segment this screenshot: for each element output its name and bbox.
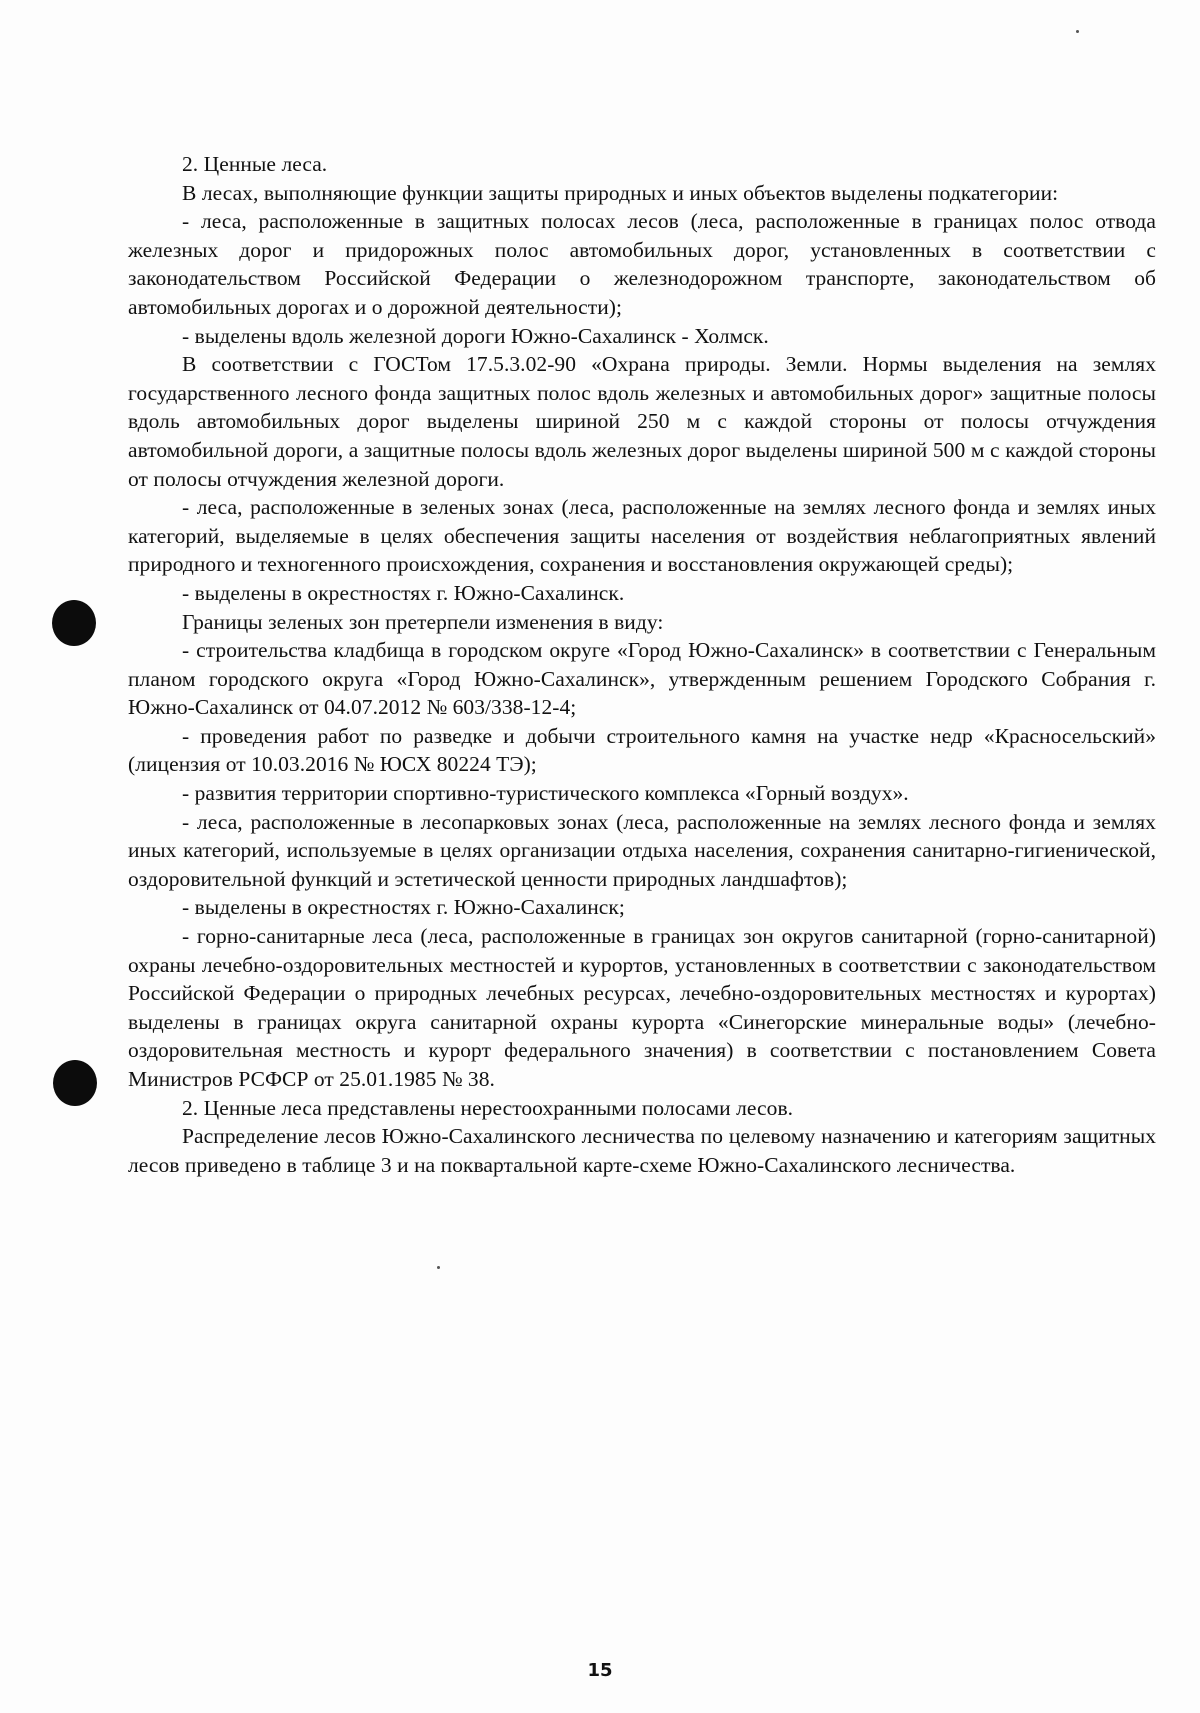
paragraph: В лесах, выполняющие функции защиты природных и иных объектов выделены подкатегории:	[182, 180, 1059, 205]
paragraph: - леса, расположенные в зеленых зонах (леса, расположенные на землях лесного фонда и землях иных категорий, выделяемые в целях обеспечения защиты населения от воздействия неблагоприятных явлений природного и техногенного происхождения, сохранения и восстановления окружающей среды);	[128, 495, 1156, 577]
paragraph: - леса, расположенные в защитных полосах лесов (леса, расположенные в границах полос отвода железных дорог и придорожных полос автомобильных дорог, установленных в соответствии с законодательством Российской Федерации о железнодорожном транспорте, законодательством об автомобильных дорогах и о дорожной деятельности);	[128, 209, 1156, 319]
paragraph: - проведения работ по разведке и добычи строительного камня на участке недр «Красносельский» (лицензия от 10.03.2016 № ЮСХ 80224 ТЭ);	[128, 723, 1156, 777]
punch-hole-mark	[53, 1060, 97, 1106]
punch-hole-mark	[52, 600, 96, 646]
paragraph: 2. Ценные леса представлены нерестоохранными полосами лесов.	[182, 1095, 794, 1120]
scan-speck	[1076, 30, 1079, 33]
paragraph: - леса, расположенные в лесопарковых зонах (леса, расположенные на землях лесного фонда и землях иных категорий, используемые в целях организации отдыха населения, сохранения санитарно-гигиенической, оздоровительной функций и эстетической ценности природных ландшафтов);	[128, 809, 1156, 891]
paragraph: - выделены в окрестностях г. Южно-Сахалинск.	[182, 580, 625, 605]
paragraph: - развития территории спортивно-туристического комплекса «Горный воздух».	[182, 781, 909, 806]
paragraph: - горно-санитарные леса (леса, расположенные в границах зон округов санитарной (горно-санитарной) охраны лечебно-оздоровительных местностей и курортов, установленных в соответствии с законодательством Российской Федерации о природных лечебных ресурсах, лечебно-оздоровительных местностях и курортах) выделены в границах округа санитарной охраны курорта «Синегорские минеральные воды» (лечебно-оздоровительная местность и курорт федерального значения) в соответствии с постановлением Совета Министров РСФСР от 25.01.1985 № 38.	[128, 924, 1156, 1091]
paragraph: - строительства кладбища в городском округе «Город Южно-Сахалинск» в соответствии с Генеральным планом городского округа «Город Южно-Сахалинск», утвержденным решением Городского Собрания г. Южно-Сахалинск от 04.07.2012 № 603/338-12-4;	[128, 638, 1156, 720]
page-number: 15	[587, 1660, 613, 1681]
paragraph: Границы зеленых зон претерпели изменения в виду:	[182, 609, 664, 634]
paragraph: В соответствии с ГОСТом 17.5.3.02-90 «Охрана природы. Земли. Нормы выделения на землях государственного лесного фонда защитных полос вдоль железных и автомобильных дорог» защитные полосы вдоль автомобильных дорог выделены шириной 250 м с каждой стороны от полосы отчуждения автомобильной дороги, а защитные полосы вдоль железных дорог выделены шириной 500 м с каждой стороны от полосы отчуждения железной дороги.	[128, 352, 1156, 491]
paragraph-section-heading: 2. Ценные леса.	[182, 152, 328, 176]
body-text	[128, 150, 1156, 1179]
paragraph: Распределение лесов Южно-Сахалинского лесничества по целевому назначению и категориям защитных лесов приведено в таблице 3 и на поквартальной карте-схеме Южно-Сахалинского лесничества.	[128, 1124, 1156, 1177]
paragraph: - выделены в окрестностях г. Южно-Сахалинск;	[182, 895, 625, 920]
paragraph: - выделены вдоль железной дороги Южно-Сахалинск - Холмск.	[182, 323, 769, 348]
scan-speck	[437, 1266, 440, 1269]
